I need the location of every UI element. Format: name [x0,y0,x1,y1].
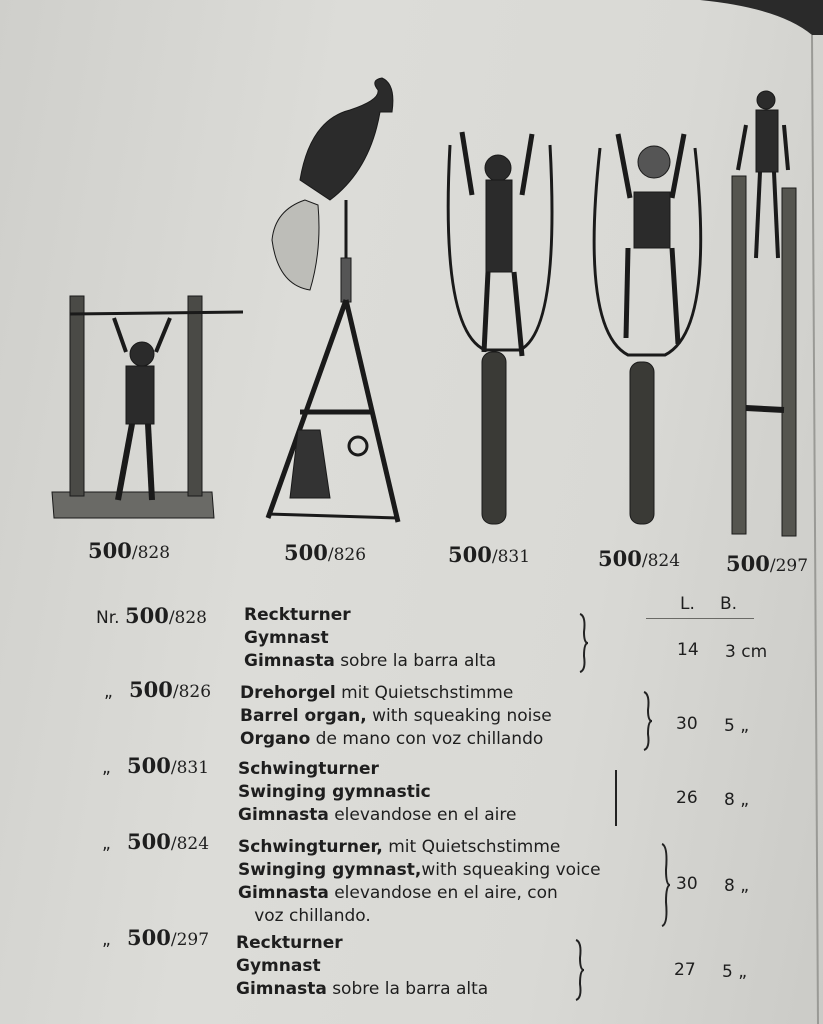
barrel-organ-illustration [268,78,398,522]
reckturner-297-illustration [732,91,796,536]
header-rule [646,618,754,619]
length-value: 30 [676,874,698,894]
figure-code-824: 500/824 [598,546,681,571]
length-value: 14 [677,640,699,660]
reckturner-illustration [52,296,243,518]
figure-code-826: 500/826 [284,540,367,565]
width-value: 8 „ [724,790,750,810]
entry-prefix: Nr. 500/828 [96,603,207,628]
column-header-width: B. [720,594,738,614]
schwingturner-824-illustration [594,134,701,524]
entry-description: Schwingturner, mit Quietschstimme Swinging gymnast,with squeaking voice Gimnasta elevandose en el aire, con voz chillando. [238,837,601,926]
brace-828 [578,612,590,674]
width-value: 5 „ [724,716,750,736]
brace-297 [574,938,586,1002]
entry-prefix: „ 500/297 [102,925,210,950]
width-value: 3 cm [725,642,768,662]
brace-826 [642,690,654,752]
entry-prefix: „ 500/824 [102,829,210,854]
entry-description: Reckturner Gymnast Gimnasta sobre la barra alta [236,933,489,999]
width-value: 5 „ [722,962,748,982]
schwingturner-831-illustration [448,132,552,524]
entry-description: Schwingturner Swinging gymnastic Gimnasta elevandose en el aire [238,759,517,825]
brace-824 [660,842,672,928]
length-value: 27 [674,960,696,980]
entry-prefix: „ 500/831 [102,753,210,778]
width-value: 8 „ [724,876,750,896]
entry-description: Drehorgel mit Quietschstimme Barrel organ, with squeaking noise Organo de mano con voz chillando [240,683,552,749]
toy-illustrations [0,60,823,550]
length-value: 26 [676,788,698,808]
brace-831 [612,768,622,828]
figure-code-831: 500/831 [448,542,531,567]
figure-code-297: 500/297 [726,551,809,576]
column-header-length: L. [680,594,695,614]
entry-prefix: „ 500/826 [104,677,212,702]
figure-code-828: 500/828 [88,538,171,563]
length-value: 30 [676,714,698,734]
entry-description: Reckturner Gymnast Gimnasta sobre la barra alta [244,605,497,671]
